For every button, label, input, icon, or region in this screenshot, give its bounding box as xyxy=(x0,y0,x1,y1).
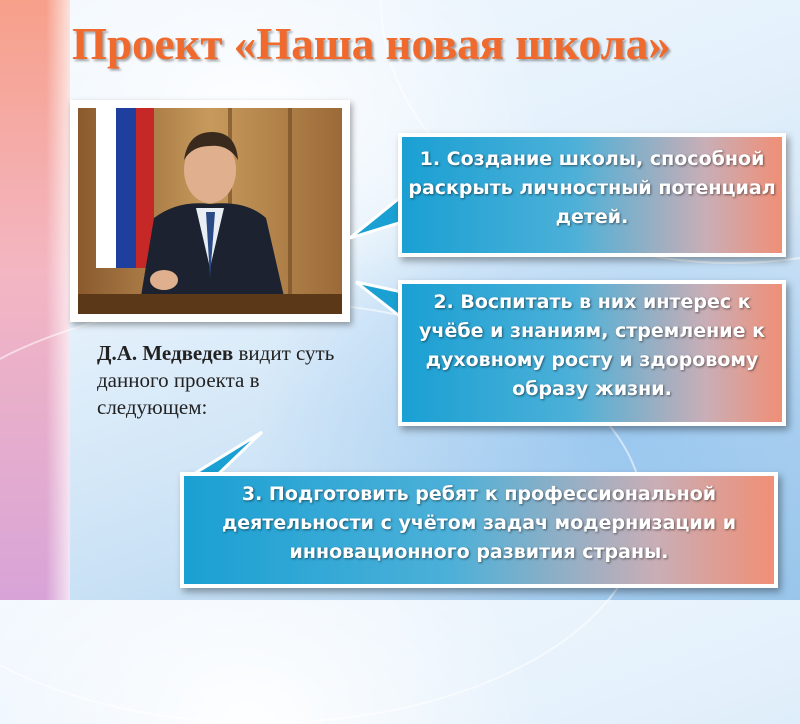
caption-text: видит суть данного проекта в следующем: xyxy=(97,341,335,419)
callout-point-1 xyxy=(398,133,786,257)
callout-point-2 xyxy=(398,280,786,426)
callout-point-3-text: 3. Подготовить ребят к профессиональной деятельности с учётом задач модернизации и инновационного развития страны. xyxy=(221,483,737,563)
callout-point-1-text: 1. Создание школы, способной раскрыть личностный потенциал детей. xyxy=(408,148,776,228)
slide-title: Проект «Наша новая школа» xyxy=(72,19,671,69)
caption-name: Д.А. Медведев xyxy=(97,341,234,365)
callout-point-3 xyxy=(180,472,778,588)
callout-point-2-text: 2. Воспитать в них интерес к учёбе и знаниям, стремление к духовному росту и здоровому образу жизни. xyxy=(419,291,765,400)
